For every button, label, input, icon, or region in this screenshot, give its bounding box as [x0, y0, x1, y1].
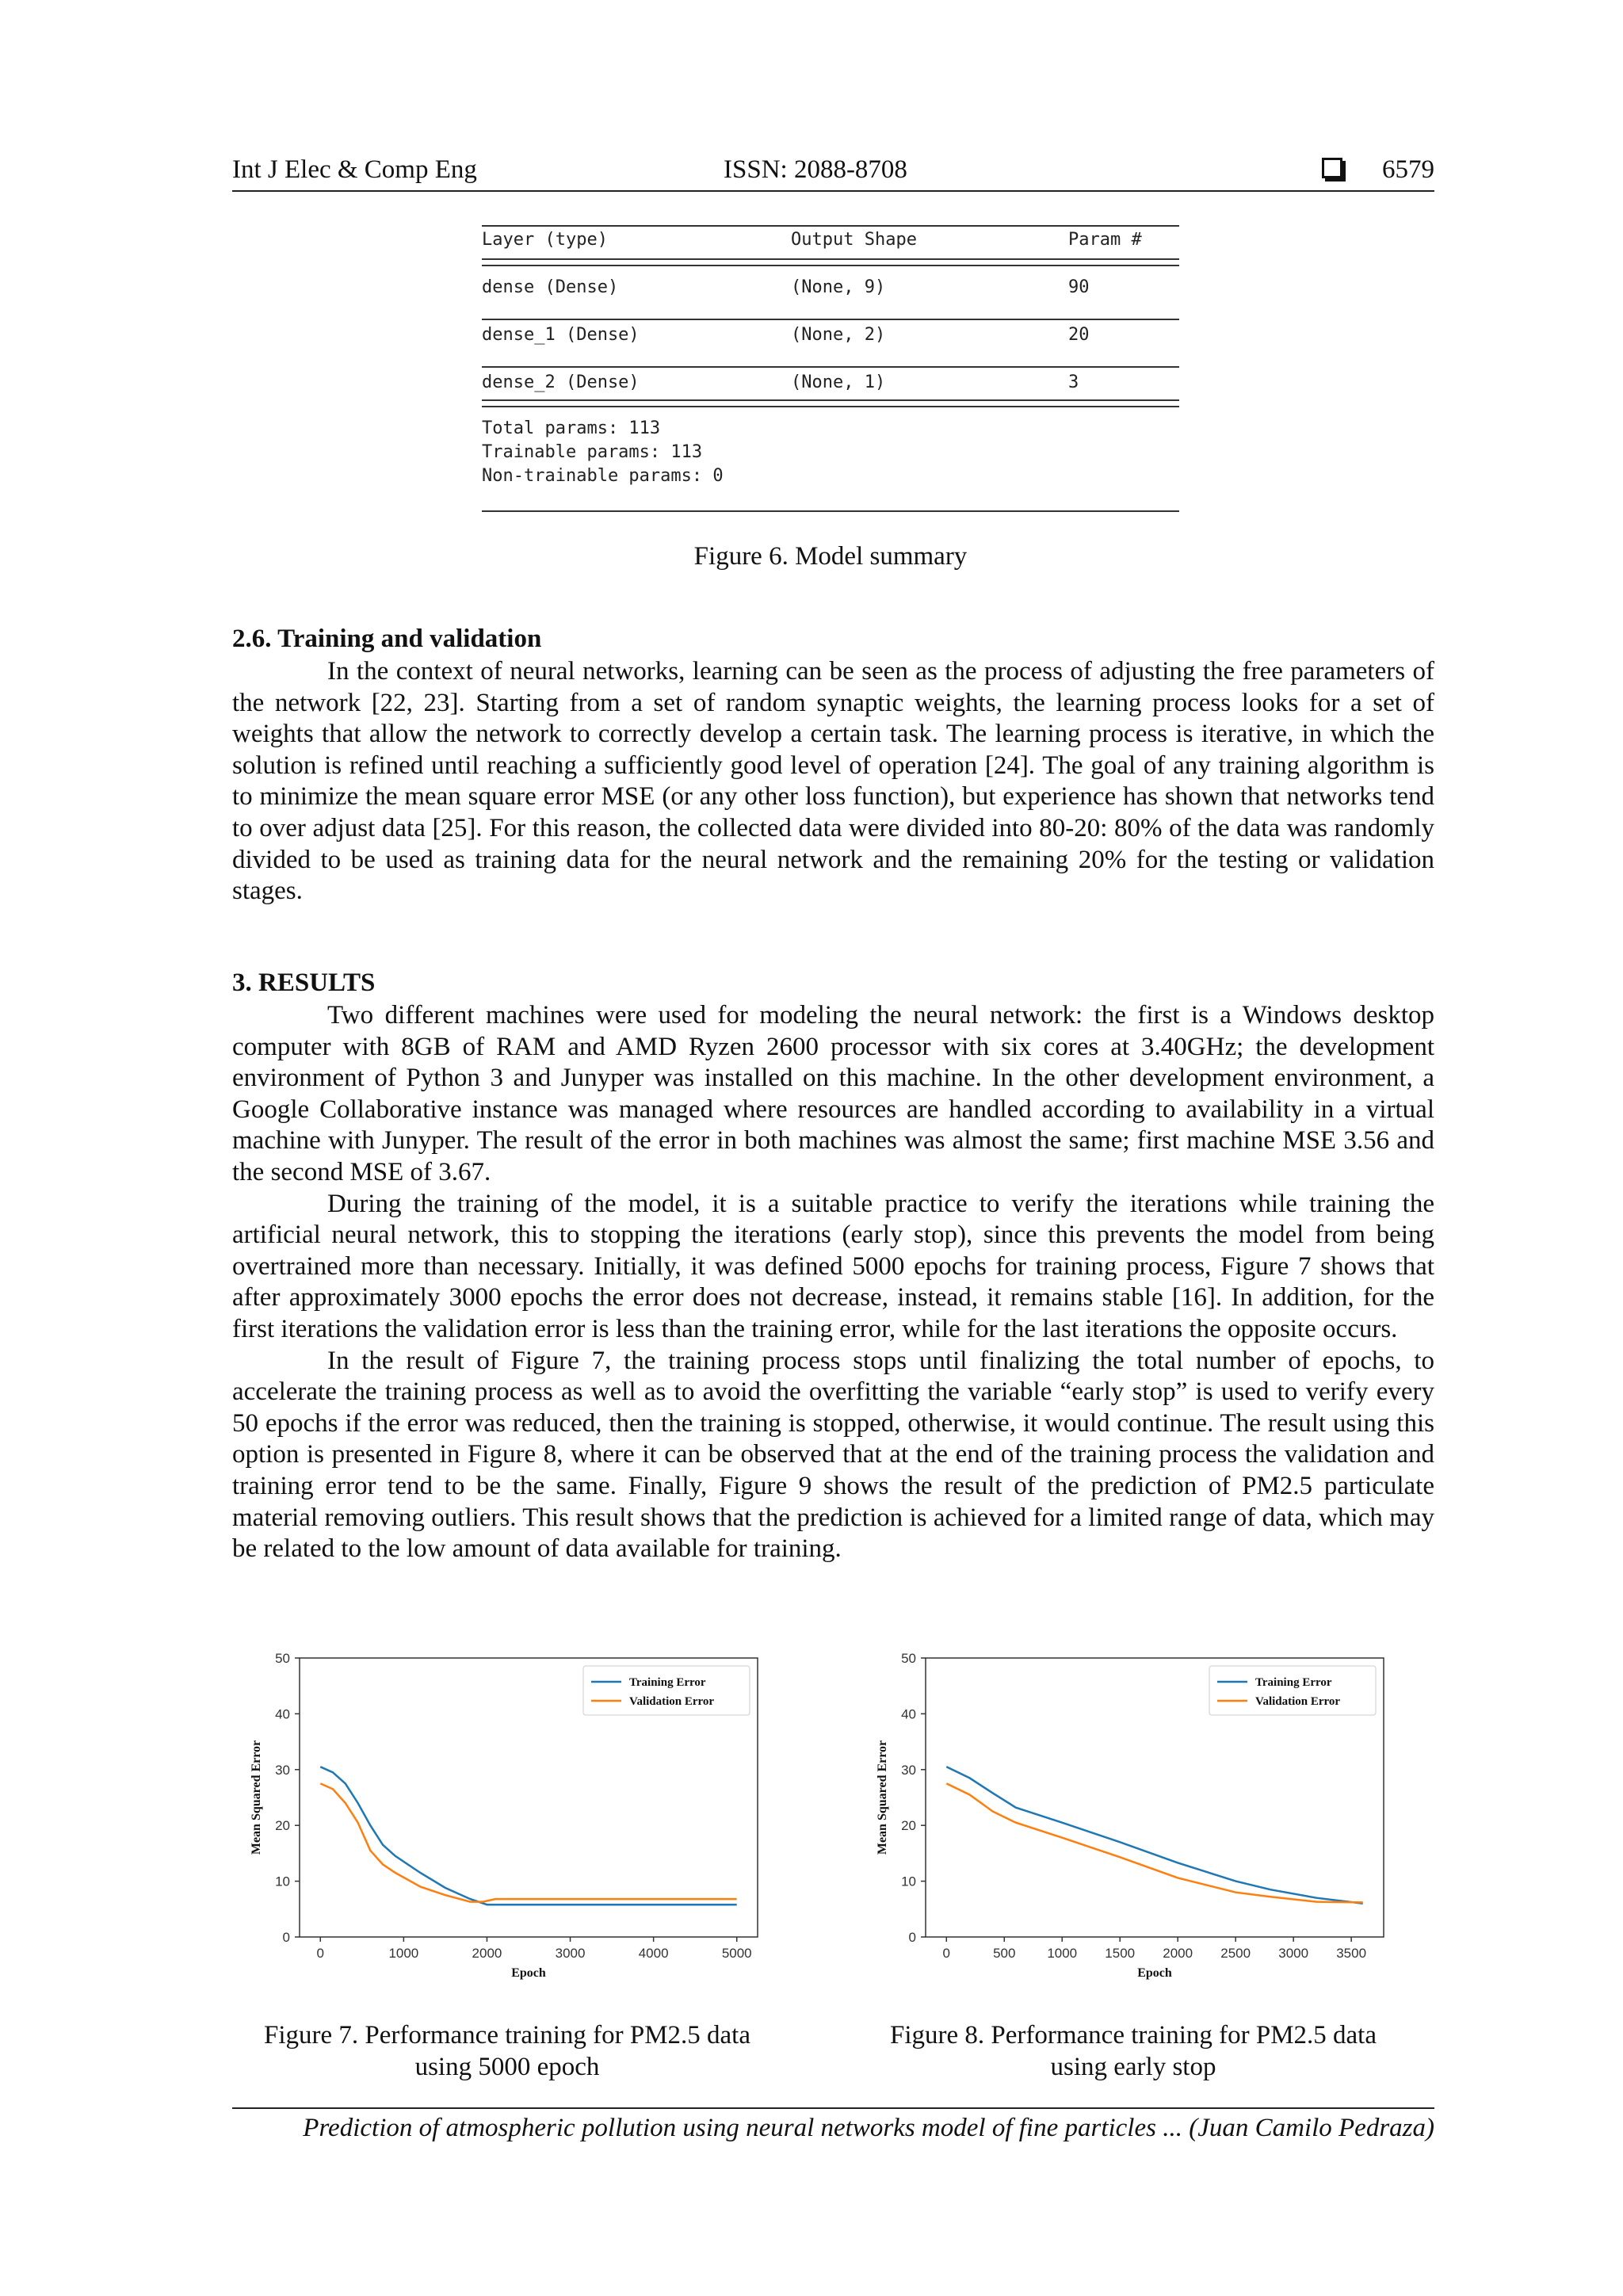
summary-row [482, 277, 1179, 301]
x-tick-label: 0 [942, 1946, 951, 1961]
x-tick-label: 1000 [1047, 1946, 1078, 1961]
summary-header-row [482, 230, 1179, 254]
legend-label: Training Error [629, 1676, 706, 1689]
col-shape: Output Shape [791, 230, 917, 250]
y-axis-label: Mean Squared Error [876, 1740, 889, 1855]
non-trainable-params: Non-trainable params: 0 [482, 466, 724, 486]
summary-row [482, 372, 1179, 396]
layer-shape: (None, 2) [791, 325, 886, 345]
figure-7-chart [238, 1648, 777, 1989]
y-tick-label: 30 [901, 1762, 916, 1778]
layer-name: dense (Dense) [482, 277, 619, 297]
y-tick-label: 40 [901, 1706, 916, 1722]
x-tick-label: 1000 [388, 1946, 419, 1961]
section-2-6-body [232, 656, 1434, 907]
layer-params: 20 [1068, 325, 1090, 345]
y-tick-label: 20 [275, 1818, 290, 1834]
y-tick-label: 10 [901, 1874, 916, 1889]
paragraph: In the result of Figure 7, the training process stops until finalizing the total number of epochs, to accelerate the training process as well as to avoid the overfitting the variable “early stop” is used to verify every 50 epochs if the error was reduced, then the training is stopped, otherwise, it would continue. The result using this option is presented in Figure 8, where it can be observed that at the end of the training process the validation and training error tend to be the same. Finally, Figure 9 shows the result of the prediction of PM2.5 particulate material removing outliers. This result shows that the prediction is achieved for a limited range of data, which may be related to the low amount of data available for training. [232, 1346, 1434, 1564]
section-3-heading: 3. RESULTS [232, 968, 376, 997]
paragraph: Two different machines were used for modeling the neural network: the first is a Windows desktop computer with 8GB of RAM and AMD Ryzen 2600 processor with six cores at 3.40GHz; the development environment of Python 3 and Junyper was installed on this machine. In the other development environment, a Google Collaborative instance was managed where resources are handled according to availability in a virtual machine with Junyper. The result of the error in both machines was almost the same; first machine MSE 3.56 and the second MSE of 3.67. [232, 1001, 1434, 1186]
page-number: 6579 [1382, 155, 1434, 184]
y-tick-label: 50 [901, 1651, 916, 1666]
summary-rule [482, 319, 1179, 320]
legend-label: Validation Error [629, 1695, 715, 1708]
x-tick-label: 4000 [638, 1946, 669, 1961]
figure-8-chart [864, 1648, 1403, 1989]
col-layer: Layer (type) [482, 230, 608, 250]
section-3-body [232, 1000, 1434, 1565]
y-tick-label: 30 [275, 1762, 290, 1778]
summary-rule-double [482, 399, 1179, 407]
x-tick-label: 3500 [1336, 1946, 1367, 1961]
summary-row [482, 325, 1179, 349]
figure-6-caption: Figure 6. Model summary [693, 542, 968, 571]
trainable-params: Trainable params: 113 [482, 442, 703, 462]
y-tick-label: 0 [908, 1930, 916, 1945]
y-tick-label: 40 [275, 1706, 290, 1722]
layer-shape: (None, 9) [791, 277, 886, 297]
running-footer: Prediction of atmospheric pollution using neural networks model of fine particles ... (Juan Camilo Pedraza) [232, 2107, 1434, 2143]
col-params: Param # [1068, 230, 1142, 250]
layer-name: dense_2 (Dense) [482, 372, 640, 392]
x-tick-label: 2000 [472, 1946, 502, 1961]
x-axis-label: Epoch [511, 1966, 546, 1980]
running-header [232, 155, 1434, 192]
y-tick-label: 10 [275, 1874, 290, 1889]
x-tick-label: 5000 [721, 1946, 752, 1961]
square-bullet-icon [1322, 158, 1342, 178]
legend-label: Training Error [1255, 1676, 1332, 1689]
x-axis-label: Epoch [1137, 1966, 1172, 1980]
caption-line: Figure 8. Performance training for PM2.5 data [889, 2021, 1377, 2050]
page-number-wrap [1322, 155, 1434, 185]
paragraph: During the training of the model, it is a suitable practice to verify the iterations while training the artificial neural network, this to stopping the iterations (early stop), since this prevents the model from being overtrained more than necessary. Initially, it was defined 5000 epochs for training process, Figure 7 shows that after approximately 3000 epochs the error does not decrease, instead, it remains stable [16]. In addition, for the first iterations the validation error is less than the training error, while for the last iterations the opposite occurs. [232, 1189, 1434, 1343]
x-tick-label: 2000 [1163, 1946, 1193, 1961]
y-tick-label: 50 [275, 1651, 290, 1666]
y-tick-label: 0 [282, 1930, 290, 1945]
section-2-6-heading: 2.6. Training and validation [232, 625, 542, 653]
x-tick-label: 0 [316, 1946, 325, 1961]
issn: ISSN: 2088-8708 [724, 155, 907, 184]
figure-8-caption [864, 2019, 1403, 2083]
total-params: Total params: 113 [482, 418, 661, 438]
legend-label: Validation Error [1255, 1695, 1341, 1708]
x-tick-label: 500 [993, 1946, 1016, 1961]
y-tick-label: 20 [901, 1818, 916, 1834]
x-tick-label: 2500 [1220, 1946, 1251, 1961]
layer-params: 3 [1068, 372, 1079, 392]
summary-rule-top [482, 225, 1179, 227]
summary-rule [482, 366, 1179, 368]
x-tick-label: 3000 [555, 1946, 586, 1961]
summary-rule-double [482, 258, 1179, 266]
layer-name: dense_1 (Dense) [482, 325, 640, 345]
layer-params: 90 [1068, 277, 1090, 297]
caption-line: Figure 7. Performance training for PM2.5 data [263, 2021, 750, 2050]
y-axis-label: Mean Squared Error [250, 1740, 263, 1855]
journal-name: Int J Elec & Comp Eng [232, 155, 477, 184]
caption-line: using early stop [1050, 2053, 1216, 2081]
x-tick-label: 1500 [1105, 1946, 1136, 1961]
caption-line: using 5000 epoch [414, 2053, 600, 2081]
paragraph: In the context of neural networks, learning can be seen as the process of adjusting the free parameters of the network [22, 23]. Starting from a set of random synaptic weights, the learning process looks for a set of weights that allow the network to correctly develop a certain task. The learning process is iterative, in which the solution is refined until reaching a sufficiently good level of operation [24]. The goal of any training algorithm is to minimize the mean square error MSE (or any other loss function), but experience has shown that networks tend to over adjust data [25]. For this reason, the collected data were divided into 80-20: 80% of the data was randomly divided to be used as training data for the neural network and the remaining 20% for the testing or validation stages. [232, 657, 1434, 906]
summary-rule-bottom [482, 510, 1179, 512]
x-tick-label: 3000 [1278, 1946, 1309, 1961]
figure-7-caption [238, 2019, 777, 2083]
layer-shape: (None, 1) [791, 372, 886, 392]
